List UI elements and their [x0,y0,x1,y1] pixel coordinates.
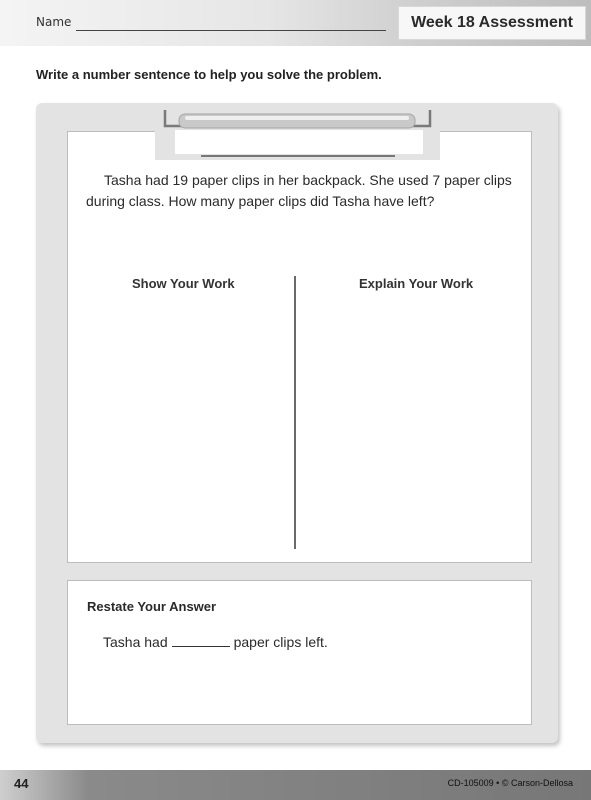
name-field[interactable] [76,30,386,31]
restate-sentence [103,634,328,650]
publisher-credit: CD-105009 • © Carson-Dellosa [447,778,573,788]
restate-before: Tasha had [103,634,168,650]
clipboard-clip-icon [155,104,440,164]
restate-after: paper clips left. [233,634,328,650]
show-work-heading: Show Your Work [132,276,235,291]
explain-work-heading: Explain Your Work [359,276,474,291]
page-number: 44 [14,776,29,791]
problem-text: Tasha had 19 paper clips in her backpack. She used 7 paper clips during class. How many paper clips did Tasha have left? [86,172,512,209]
restate-title: Restate Your Answer [87,599,217,614]
name-label: Name [36,15,72,29]
column-divider [294,276,296,549]
instruction-text: Write a number sentence to help you solve the problem. [36,67,382,82]
assessment-title: Week 18 Assessment [398,6,586,40]
answer-blank[interactable] [172,634,230,647]
